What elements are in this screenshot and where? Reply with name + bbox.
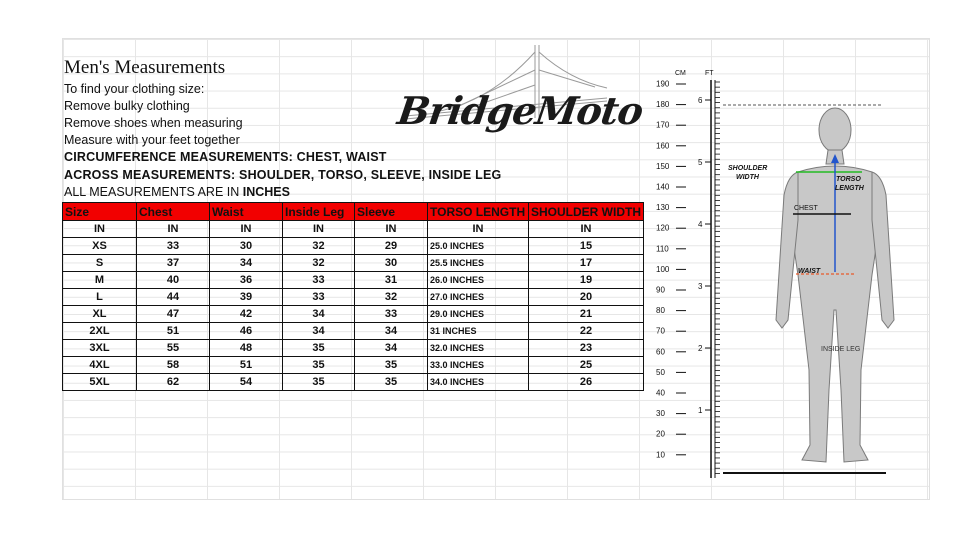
table-cell: 3XL [63, 340, 137, 357]
table-row [63, 374, 644, 391]
table-row [63, 289, 644, 306]
cm-tick-label: 110 [656, 244, 669, 254]
header-shoulder-width: SHOULDER WIDTH [529, 203, 644, 221]
logo-text: BridgeMoto [394, 88, 646, 133]
table-cell: 62 [137, 374, 210, 391]
table-row [63, 323, 644, 340]
table-cell: 29.0 INCHES [428, 306, 529, 323]
table-cell: 34.0 INCHES [428, 374, 529, 391]
table-cell: 46 [210, 323, 283, 340]
torso-label: TORSO [836, 176, 861, 183]
table-row [63, 306, 644, 323]
table-cell: 5XL [63, 374, 137, 391]
table-cell: 58 [137, 357, 210, 374]
table-cell: 33 [283, 289, 355, 306]
table-cell: 55 [137, 340, 210, 357]
table-cell: 51 [137, 323, 210, 340]
table-cell: XL [63, 306, 137, 323]
ft-tick-label: 2 [698, 344, 703, 353]
table-cell: 36 [210, 272, 283, 289]
table-cell: 35 [283, 357, 355, 374]
table-cell: 30 [210, 238, 283, 255]
ruler [715, 80, 720, 478]
body-measurement-figure [648, 60, 898, 485]
table-cell: IN [137, 221, 210, 238]
cm-tick-label: 180 [656, 100, 670, 110]
ft-tick-label: 6 [698, 96, 703, 105]
table-cell: 48 [210, 340, 283, 357]
table-cell: 33.0 INCHES [428, 357, 529, 374]
header-waist: Waist [210, 203, 283, 221]
ft-tick-label: 1 [698, 406, 703, 415]
table-cell: 23 [529, 340, 644, 357]
cm-tick-label: 40 [656, 388, 665, 398]
table-cell: 19 [529, 272, 644, 289]
table-cell: 31 [355, 272, 428, 289]
torso-label: LENGTH [835, 185, 864, 192]
chest-label: CHEST [794, 205, 818, 212]
header-size: Size [63, 203, 137, 221]
table-cell: 35 [355, 374, 428, 391]
table-cell: 33 [137, 238, 210, 255]
circumference-note: CIRCUMFERENCE MEASUREMENTS: CHEST, WAIST [64, 150, 387, 164]
table-cell: 27.0 INCHES [428, 289, 529, 306]
cm-tick-label: 60 [656, 347, 665, 357]
table-header-row [63, 203, 644, 221]
ft-label: FT [705, 70, 714, 77]
table-cell: 35 [283, 374, 355, 391]
ft-scale [698, 96, 711, 415]
across-note: ACROSS MEASUREMENTS: SHOULDER, TORSO, SLEEVE, INSIDE LEG [64, 168, 502, 182]
cm-tick-label: 30 [656, 409, 665, 419]
table-cell: 25.5 INCHES [428, 255, 529, 272]
table-cell: 31 INCHES [428, 323, 529, 340]
table-cell: 32 [283, 255, 355, 272]
table-cell: 26 [529, 374, 644, 391]
table-cell: 34 [355, 340, 428, 357]
table-cell: 17 [529, 255, 644, 272]
table-cell: 15 [529, 238, 644, 255]
table-row [63, 272, 644, 289]
cm-tick-label: 160 [656, 141, 670, 151]
cm-tick-label: 10 [656, 450, 665, 460]
cm-tick-label: 70 [656, 326, 665, 336]
cm-tick-label: 150 [656, 161, 670, 171]
table-cell: IN [283, 221, 355, 238]
table-cell: IN [355, 221, 428, 238]
cm-tick-label: 100 [656, 264, 670, 274]
table-cell: 39 [210, 289, 283, 306]
table-cell: 32 [355, 289, 428, 306]
inside-leg-label: INSIDE LEG [821, 346, 861, 353]
cm-label: CM [675, 70, 686, 77]
table-cell: 4XL [63, 357, 137, 374]
header-sleeve: Sleeve [355, 203, 428, 221]
table-cell: M [63, 272, 137, 289]
instruction-line: Remove shoes when measuring [64, 116, 243, 130]
cm-tick-label: 120 [656, 223, 670, 233]
size-chart-table [62, 202, 644, 391]
table-cell: 35 [355, 357, 428, 374]
cm-tick-label: 130 [656, 203, 670, 213]
shoulder-label: SHOULDER [728, 165, 768, 172]
units-note: ALL MEASUREMENTS ARE IN INCHES [64, 185, 290, 199]
table-cell: IN [529, 221, 644, 238]
page-title: Men's Measurements [64, 57, 226, 78]
table-cell: 30 [355, 255, 428, 272]
cm-tick-label: 20 [656, 429, 665, 439]
table-row [63, 255, 644, 272]
table-cell: 25 [529, 357, 644, 374]
units-row [63, 221, 644, 238]
table-cell: 2XL [63, 323, 137, 340]
shoulder-label: WIDTH [736, 174, 759, 181]
table-cell: 37 [137, 255, 210, 272]
table-cell: 22 [529, 323, 644, 340]
cm-tick-label: 80 [656, 306, 665, 316]
table-cell: 33 [355, 306, 428, 323]
table-cell: IN [210, 221, 283, 238]
table-cell: 32 [283, 238, 355, 255]
table-cell: 25.0 INCHES [428, 238, 529, 255]
cm-scale [656, 80, 686, 460]
table-cell: 42 [210, 306, 283, 323]
ft-tick-label: 5 [698, 158, 703, 167]
table-cell: 47 [137, 306, 210, 323]
waist-label: WAIST [798, 268, 821, 275]
table-cell: 35 [283, 340, 355, 357]
table-cell: IN [63, 221, 137, 238]
table-cell: 34 [283, 306, 355, 323]
table-cell: 44 [137, 289, 210, 306]
header-inside-leg: Inside Leg [283, 203, 355, 221]
cm-tick-label: 140 [656, 182, 670, 192]
table-cell: 34 [355, 323, 428, 340]
table-row [63, 357, 644, 374]
table-cell: 21 [529, 306, 644, 323]
table-cell: IN [428, 221, 529, 238]
instruction-line: Remove bulky clothing [64, 99, 190, 113]
ft-tick-label: 3 [698, 282, 703, 291]
table-row [63, 340, 644, 357]
table-cell: 29 [355, 238, 428, 255]
table-cell: 34 [283, 323, 355, 340]
cm-tick-label: 50 [656, 367, 665, 377]
ft-tick-label: 4 [698, 220, 703, 229]
table-cell: 33 [283, 272, 355, 289]
cm-tick-label: 170 [656, 120, 670, 130]
table-cell: 54 [210, 374, 283, 391]
table-cell: 32.0 INCHES [428, 340, 529, 357]
table-cell: 20 [529, 289, 644, 306]
table-cell: L [63, 289, 137, 306]
table-cell: 26.0 INCHES [428, 272, 529, 289]
table-row [63, 238, 644, 255]
instruction-line: To find your clothing size: [64, 82, 205, 96]
table-cell: 34 [210, 255, 283, 272]
table-cell: 40 [137, 272, 210, 289]
cm-tick-label: 90 [656, 285, 665, 295]
header-torso-length: TORSO LENGTH [428, 203, 529, 221]
instruction-line: Measure with your feet together [64, 133, 240, 147]
table-cell: 51 [210, 357, 283, 374]
header-chest: Chest [137, 203, 210, 221]
table-cell: S [63, 255, 137, 272]
table-cell: XS [63, 238, 137, 255]
cm-tick-label: 190 [656, 79, 670, 89]
